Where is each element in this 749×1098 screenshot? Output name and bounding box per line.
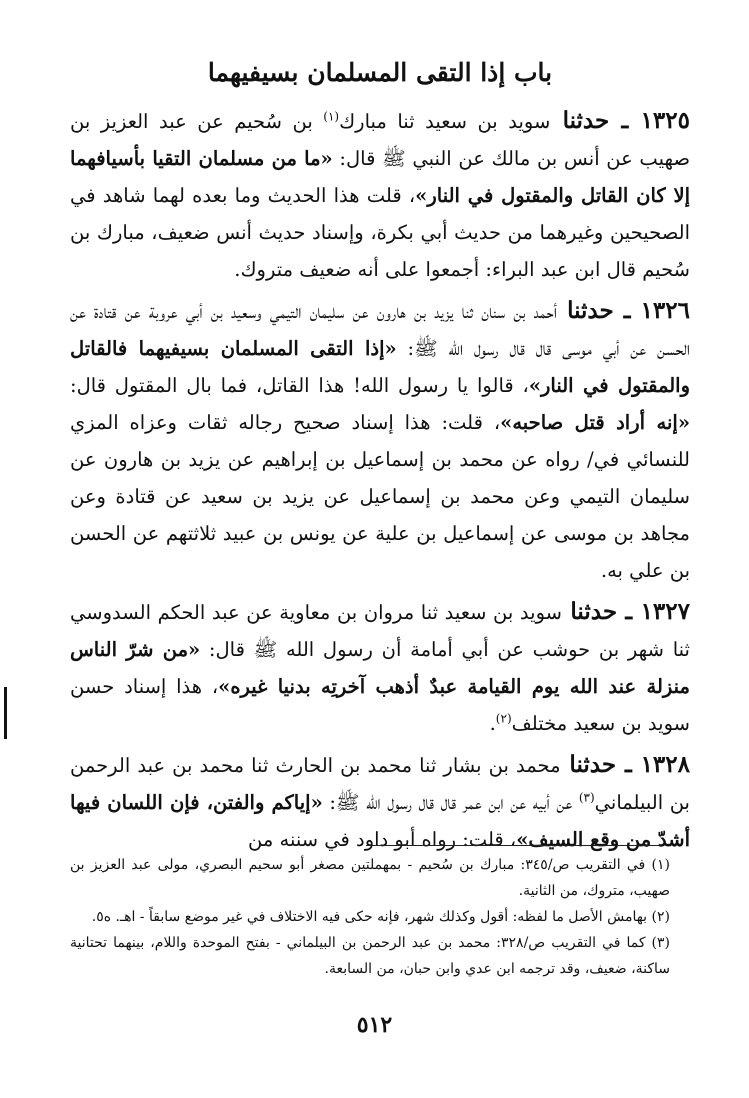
isnad-text: محمد بن بشار ثنا محمد بن الحارث ثنا محمد بن عبد الرحمن بن البيلماني <box>70 754 690 814</box>
matn-text: «إياكم والفتن، فإن اللسان فيها أشدّ من وقع السيف» <box>70 791 690 851</box>
footnote-3: (٣) كما في التقريب ص/٣٢٨: محمد بن عبد الرحمن بن البيلماني - بفتح الموحدة واللام، بينهما تحتانية ساكنة، ضعيف، وقد ترجمه ابن عدي وابن حبان، من السابعة. <box>70 935 670 977</box>
hadith-label: ـ حدثنا <box>557 297 641 324</box>
matn-text: «إنه أراد قتل صاحبه» <box>500 411 691 434</box>
hadith-1325 <box>70 102 690 288</box>
margin-marker <box>4 687 7 739</box>
footnote-ref: (٢) <box>495 711 512 726</box>
chapter-title: باب إذا التقى المسلمان بسيفيهما <box>207 58 553 87</box>
matn-text: «إذا التقى المسلمان بسيفيهما فالقاتل والمقتول في النار» <box>70 337 691 397</box>
commentary-text: ، قلت: رواه أبو داود في سننه من <box>248 828 517 851</box>
footnote-ref: (١) <box>323 109 340 124</box>
matn-text: «ما من مسلمان التقيا بأسيافهما إلا كان القاتل والمقتول في النار» <box>70 147 690 207</box>
hadith-number: ١٣٢٨ <box>640 751 690 778</box>
hadith-label: ـ حدثنا <box>562 598 641 625</box>
isnad-text: أحمد بن سنان ثنا يزيد بن هارون عن سليمان التيمي وسعيد بن أبي عروبة عن قتادة عن الحسن عن أبي موسى قال قال رسول الله ﷺ: <box>70 300 690 360</box>
hadith-label: ـ حدثنا <box>550 107 641 134</box>
hadith-1327 <box>70 593 690 742</box>
text: . <box>489 712 496 735</box>
hadith-1328 <box>70 746 690 858</box>
text: ، قالوا يا رسول الله! هذا القاتل، فما بال المقتول قال: <box>70 374 529 397</box>
footnote-2: (٢) بهامش الأصل ما لفظه: أقول وكذلك شهر، فإنه حكى فيه الاختلاف في غير موضع سابقاً - اهـ. ه٥. <box>91 909 670 925</box>
page-number: ٥١٢ <box>356 1012 393 1038</box>
isnad-text: بن سُحيم عن عبد العزيز بن صهيب عن أنس بن مالك عن النبي ﷺ قال: <box>70 110 691 170</box>
isnad-text: سويد بن سعيد ثنا مروان بن معاوية عن عبد الحكم السدوسي ثنا شهر بن حوشب عن أبي أمامة أن رسول الله ﷺ قال: <box>70 601 690 661</box>
footnote-1: (١) في التقريب ص/٣٤٥: مبارك بن سُحيم - بمهملتين مصغر أبو سحيم البصري، مولى عبد العزيز بن صهيب، متروك، من الثانية. <box>70 857 670 899</box>
commentary-text: ، هذا إسناد حسن سويد بن سعيد مختلف <box>70 675 690 735</box>
hadith-label: ـ حدثنا <box>560 751 641 778</box>
hadith-number: ١٣٢٦ <box>640 297 690 324</box>
footnote-divider <box>366 845 662 846</box>
hadith-number: ١٣٢٧ <box>640 598 690 625</box>
footnotes <box>70 852 670 982</box>
page-body <box>70 50 690 862</box>
hadith-number: ١٣٢٥ <box>640 107 690 134</box>
matn-text: «من شرّ الناس منزلة عند الله يوم القيامة عبدٌ أذهب آخرتِه بدنيا غيره» <box>70 638 690 698</box>
hadith-1326 <box>70 292 690 589</box>
isnad-text: سويد بن سعيد ثنا مبارك <box>339 110 551 133</box>
commentary-text: ، قلت هذا الحديث وما بعده لهما شاهد في الصحيحين وغيرهما من حديث أبي بكرة، وإسناد حديث أنس ضعيف، مبارك بن سُحيم قال ابن عبد البراء: أجمعوا على أنه ضعيف متروك. <box>70 184 690 281</box>
commentary-text: ، قلت: هذا إسناد صحيح رجاله ثقات وعزاه المزي للنسائي في/ رواه عن محمد بن إسماعيل بن إبراهيم عن يزيد بن هارون عن سليمان التيمي وعن محمد بن إسماعيل عن يزيد بن سعيد عن قتادة وعن مجاهد بن موسى عن إسماعيل بن علية عن يونس بن عبيد ثلاثتهم عن الحسن بن علي به. <box>70 411 690 582</box>
isnad-text: عن أبيه عن ابن عمر قال قال رسول الله ﷺ: <box>322 791 579 814</box>
footnote-ref: (٣) <box>578 790 595 805</box>
